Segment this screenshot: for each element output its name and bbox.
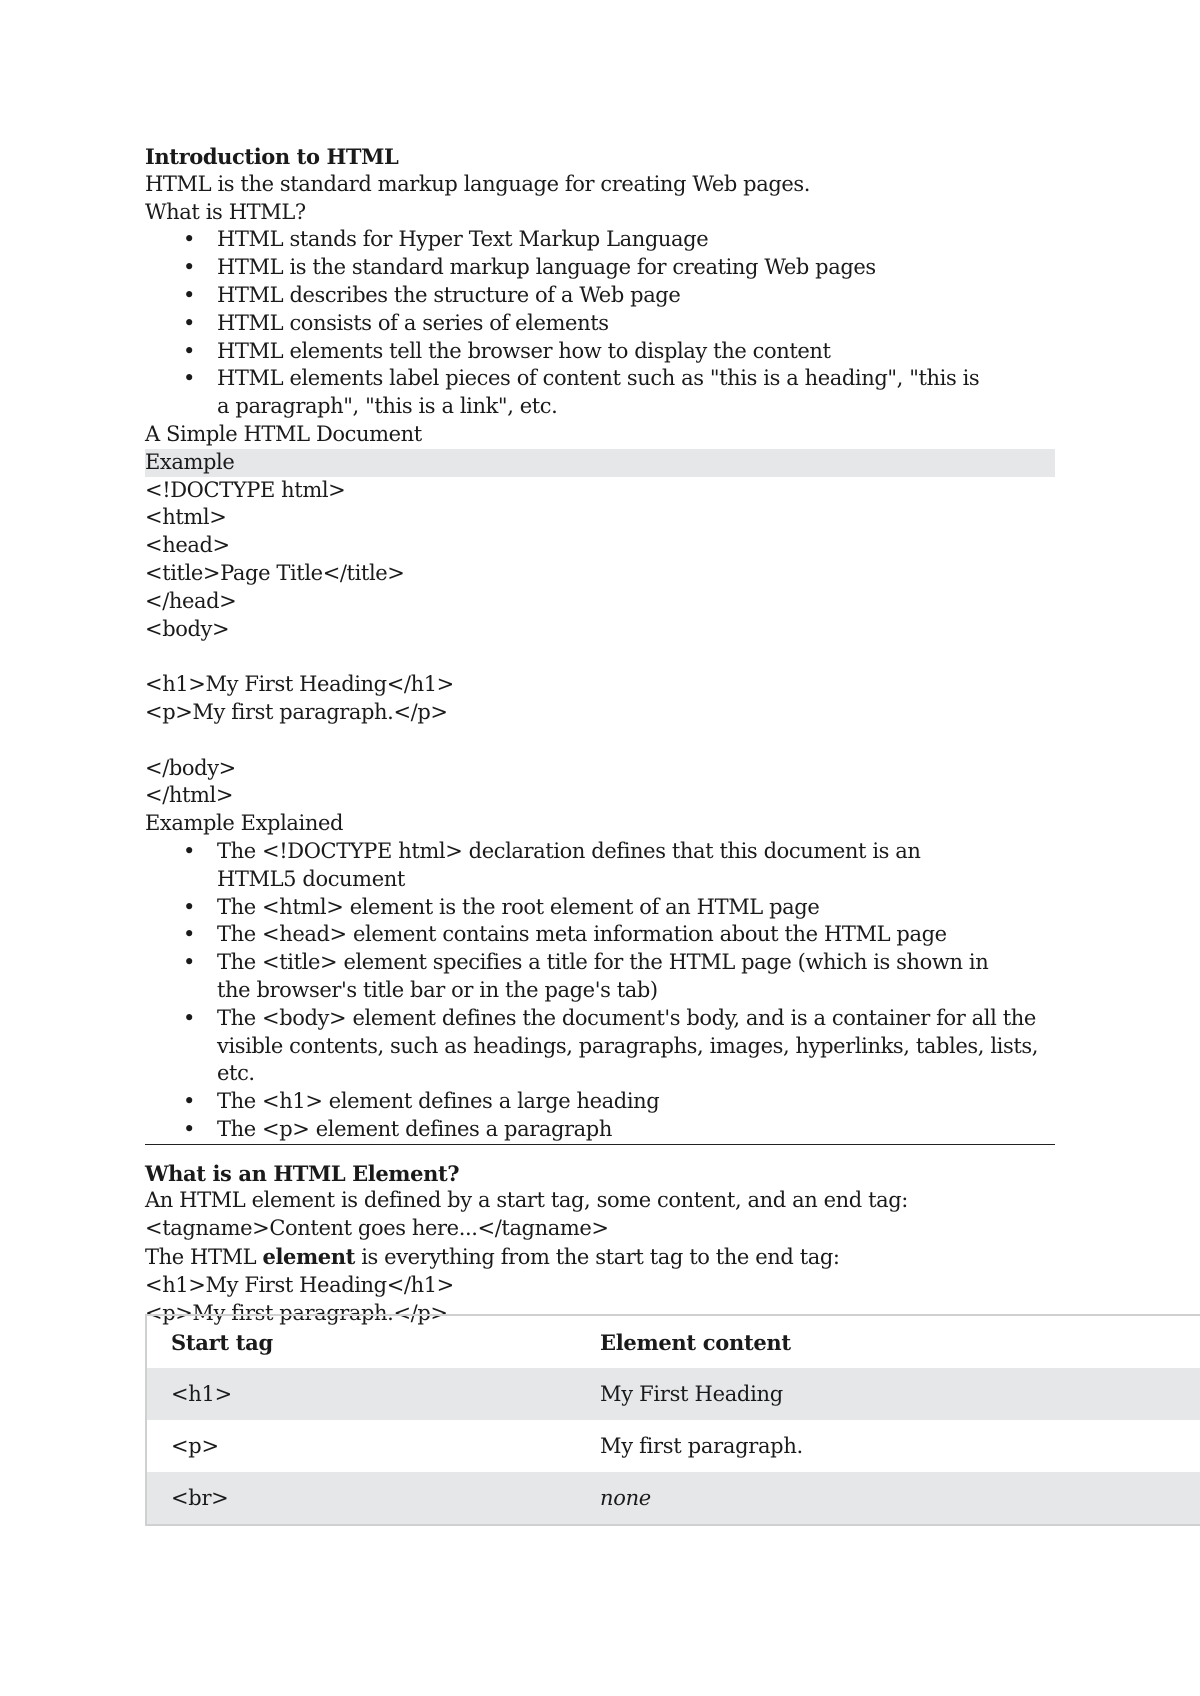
code-line	[145, 727, 1055, 755]
code-line: </html>	[145, 783, 234, 808]
column-header-element-content: Element content	[600, 1329, 791, 1355]
explained-section	[145, 838, 1055, 1145]
list-item: • HTML elements tell the browser how to display the content	[145, 338, 1055, 366]
intro-lead: HTML is the standard markup language for creating Web pages.	[145, 171, 811, 196]
element-table	[145, 1314, 1200, 1526]
list-item: • The <p> element defines a paragraph	[145, 1116, 1055, 1144]
code-line: </head>	[145, 588, 237, 613]
explained-bullet-list	[145, 838, 1055, 1144]
column-header-start-tag: Start tag	[171, 1329, 273, 1355]
simple-doc-title: A Simple HTML Document	[145, 421, 422, 446]
everything-post: is everything from the start tag to the end tag:	[354, 1245, 840, 1270]
example-label: Example	[145, 449, 1055, 477]
list-item: • The <title> element specifies a title for the HTML page (which is shown in the browser's title bar or in the page's tab)	[145, 949, 1055, 1005]
list-item: • The <body> element defines the document's body, and is a container for all the visible contents, such as headings, paragraphs, images, hyperlinks, tables, lists, etc.	[145, 1005, 1055, 1088]
element-syntax: <tagname>Content goes here...</tagname>	[145, 1216, 609, 1241]
code-line: <title>Page Title</title>	[145, 560, 405, 585]
example-explained-title: Example Explained	[145, 811, 344, 836]
code-line: <p>My first paragraph.</p>	[145, 699, 448, 724]
table-cell: My First Heading	[600, 1382, 783, 1406]
intro-bullet-list	[145, 226, 1055, 421]
element-description: An HTML element is defined by a start tag, some content, and an end tag:	[145, 1188, 908, 1213]
code-line: </body>	[145, 755, 236, 780]
table-cell: <br>	[171, 1486, 229, 1510]
everything-pre: The HTML	[145, 1245, 263, 1270]
table-cell: <h1>	[171, 1382, 232, 1406]
list-item: • HTML consists of a series of elements	[145, 310, 1055, 338]
code-line: <head>	[145, 533, 230, 558]
intro-heading: Introduction to HTML	[145, 144, 399, 169]
document-page	[145, 143, 1055, 1327]
element-example-line: <h1>My First Heading</h1>	[145, 1272, 454, 1297]
code-line: <h1>My First Heading</h1>	[145, 672, 454, 697]
element-everything-line	[145, 1243, 1055, 1272]
list-item: • HTML stands for Hyper Text Markup Language	[145, 226, 1055, 254]
table-row	[147, 1472, 1200, 1524]
code-line: <!DOCTYPE html>	[145, 477, 346, 502]
what-is-html-label: What is HTML?	[145, 199, 306, 224]
list-item: • The <!DOCTYPE html> declaration defines that this document is an HTML5 document	[145, 838, 1055, 894]
table-header-row	[147, 1316, 1200, 1368]
table-row	[147, 1368, 1200, 1420]
code-line: <body>	[145, 616, 230, 641]
list-item: • The <head> element contains meta information about the HTML page	[145, 921, 1055, 949]
table-cell: My first paragraph.	[600, 1434, 803, 1458]
table-cell: none	[600, 1486, 651, 1510]
list-item: • HTML is the standard markup language for creating Web pages	[145, 254, 1055, 282]
list-item: • The <html> element is the root element of an HTML page	[145, 894, 1055, 922]
list-item: • The <h1> element defines a large heading	[145, 1088, 1055, 1116]
table-cell: <p>	[171, 1434, 219, 1458]
table-row	[147, 1420, 1200, 1472]
code-line: <html>	[145, 505, 227, 530]
element-heading: What is an HTML Element?	[145, 1160, 460, 1186]
code-block	[145, 477, 1055, 811]
list-item: • HTML elements label pieces of content such as "this is a heading", "this is a paragraph", "this is a link", etc.	[145, 365, 1055, 421]
code-line	[145, 643, 1055, 671]
element-example-line: <p>My first paragraph.</p>	[145, 1300, 448, 1325]
list-item: • HTML describes the structure of a Web page	[145, 282, 1055, 310]
everything-bold: element	[262, 1244, 355, 1270]
